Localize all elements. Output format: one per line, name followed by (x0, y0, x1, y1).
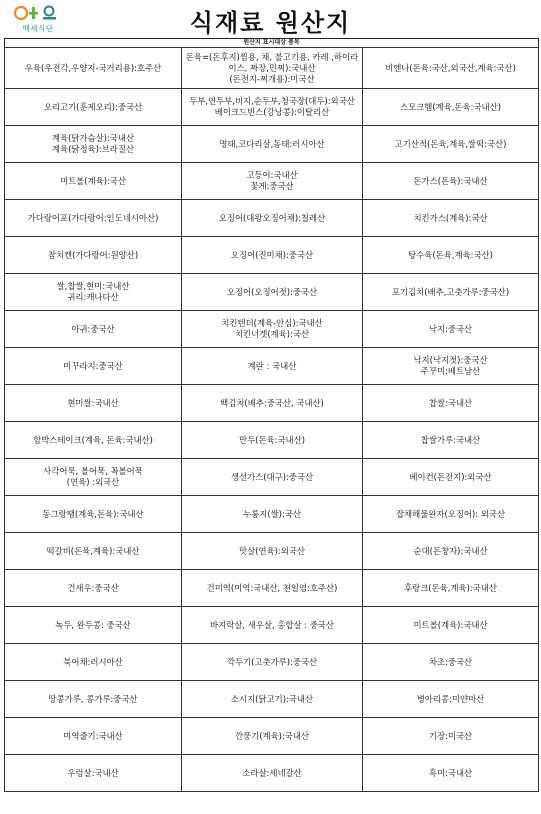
table-cell: 낙지(낙지젓):중국산 주꾸미:베트남산 (363, 348, 539, 385)
table-row (5, 607, 539, 644)
table-cell: 우렁살:국내산 (5, 755, 182, 792)
table-row (5, 274, 539, 311)
table-cell: 고등어:국내산 꽃게:중국산 (182, 163, 363, 200)
table-row (5, 48, 539, 89)
table-row (5, 644, 539, 681)
table-cell: 오징어(대왕오징어채):칠레산 (182, 200, 363, 237)
table-cell: 미트볼(계육):국내산 (363, 607, 539, 644)
table-row (5, 237, 539, 274)
table-cell: 비엔나(돈육:국산,외국산,계육:국산) (363, 48, 539, 89)
table-cell: 참치캔(가다랑어:원양산) (5, 237, 182, 274)
table-cell: 우육(우전각,우양지-국거리용):호주산 (5, 48, 182, 89)
table-cell: 치킨텐더(계육-안심):국내산 치킨너겟(계육):국산 (182, 311, 363, 348)
origin-table (4, 47, 539, 792)
table-cell: 미역줄기:국내산 (5, 718, 182, 755)
table-cell: 함박스테이크(계육, 돈육:국내산) (5, 422, 182, 459)
table-cell: 고기산적(돈육,계육,쌀떡:국산) (363, 126, 539, 163)
table-cell: 포기김치(배추,고춧가루:중국산) (363, 274, 539, 311)
table-cell: 소시지(닭고기):국내산 (182, 681, 363, 718)
table-row (5, 533, 539, 570)
table-row (5, 570, 539, 607)
origin-table-body (5, 48, 539, 792)
logo-subtext: 백세식단 (22, 24, 54, 33)
table-cell: 찹쌀:국내산 (363, 385, 539, 422)
table-cell: 떡갈비(돈육,계육):국내산 (5, 533, 182, 570)
table-cell: 명태,코다리살,동태:러시아산 (182, 126, 363, 163)
table-row (5, 496, 539, 533)
table-cell: 가다랑어포(가다랑어:인도네시아산) (5, 200, 182, 237)
table-row (5, 681, 539, 718)
page-title: 식재료 원산지 (189, 9, 352, 37)
table-row (5, 163, 539, 200)
table-row (5, 755, 539, 792)
table-cell: 치킨가스(계육):국산 (363, 200, 539, 237)
table-row (5, 348, 539, 385)
table-cell: 두부,연두부,비지,순두부,청국장(대두):외국산 베이크드빈스(강낭콩):이탈리산 (182, 89, 363, 126)
table-cell: 만두(돈육:국내산) (182, 422, 363, 459)
table-cell: 흑미:국내산 (363, 755, 539, 792)
table-row (5, 200, 539, 237)
table-cell: 돈가스(돈육):국내산 (363, 163, 539, 200)
table-cell: 스모크햄(계육,돈육:국내산) (363, 89, 539, 126)
document-header (0, 0, 541, 36)
table-cell: 후랑크(돈육,계육):국내산 (363, 570, 539, 607)
table-row (5, 459, 539, 496)
table-cell: 사각어묵, 볼어묵, 꼭볼어묵 (연육) :외국산 (5, 459, 182, 496)
table-cell: 돈육=(돈후지)찜용, 채, 불고기용, 카레 ,하이라이스, 짜장,민찌):국내산 (돈전지-찌개용):미국산 (182, 48, 363, 89)
table-cell: 순대(돈창자):국내산 (363, 533, 539, 570)
table-cell: 탕수육(돈육,계육:국산) (363, 237, 539, 274)
table-cell: 땅콩가루, 콩가루:중국산 (5, 681, 182, 718)
table-cell: 쌀,찹쌀,현미:국내산 귀리:캐나다산 (5, 274, 182, 311)
table-row (5, 718, 539, 755)
table-cell: 오징어(오징어젓):중국산 (182, 274, 363, 311)
table-cell: 병아리콩:미얀마산 (363, 681, 539, 718)
table-cell: 현미쌀:국내산 (5, 385, 182, 422)
table-cell: 미트볼(계육):국산 (5, 163, 182, 200)
table-row (5, 422, 539, 459)
table-cell: 깐풍기(계육):국내산 (182, 718, 363, 755)
table-cell: 계란 : 국내산 (182, 348, 363, 385)
table-cell: 오징어(진미채):중국산 (182, 237, 363, 274)
table-row (5, 89, 539, 126)
table-cell: 미꾸라지:중국산 (5, 348, 182, 385)
table-caption: 원산지 표시대상 품목 (4, 38, 539, 47)
table-cell: 깍두기(고춧가루):중국산 (182, 644, 363, 681)
table-cell: 북어채:러시아산 (5, 644, 182, 681)
table-row (5, 385, 539, 422)
table-row (5, 311, 539, 348)
table-cell: 건미역(미역:국내산, 천일염:호주산) (182, 570, 363, 607)
table-cell: 생선가스(대구):중국산 (182, 459, 363, 496)
table-cell: 누룽지(쌀):국산 (182, 496, 363, 533)
table-cell: 백김치(배추:중국산, 국내산) (182, 385, 363, 422)
table-cell: 차조:중국산 (363, 644, 539, 681)
table-cell: 낙지:중국산 (363, 311, 539, 348)
table-cell: 베이컨(돈전지):외국산 (363, 459, 539, 496)
table-cell: 녹두, 완두콩: 중국산 (5, 607, 182, 644)
table-cell: 맛살(연육):외국산 (182, 533, 363, 570)
table-cell: 아귀:중국산 (5, 311, 182, 348)
table-cell: 건새우:중국산 (5, 570, 182, 607)
table-cell: 잡채해물완자(오징어): 외국산 (363, 496, 539, 533)
table-cell: 바지락살, 새우살, 홍합살 : 중국산 (182, 607, 363, 644)
table-cell: 소라살:세네갈산 (182, 755, 363, 792)
table-cell: 기장:미국산 (363, 718, 539, 755)
table-cell: 찹쌀가루:국내산 (363, 422, 539, 459)
table-cell: 동그랑땡(계육,돈육):국내산 (5, 496, 182, 533)
table-cell: 계육(닭가슴살):국내산 계육(닭정육):브라질산 (5, 126, 182, 163)
table-cell: 오리고기(훈제오리):중국산 (5, 89, 182, 126)
table-row (5, 126, 539, 163)
